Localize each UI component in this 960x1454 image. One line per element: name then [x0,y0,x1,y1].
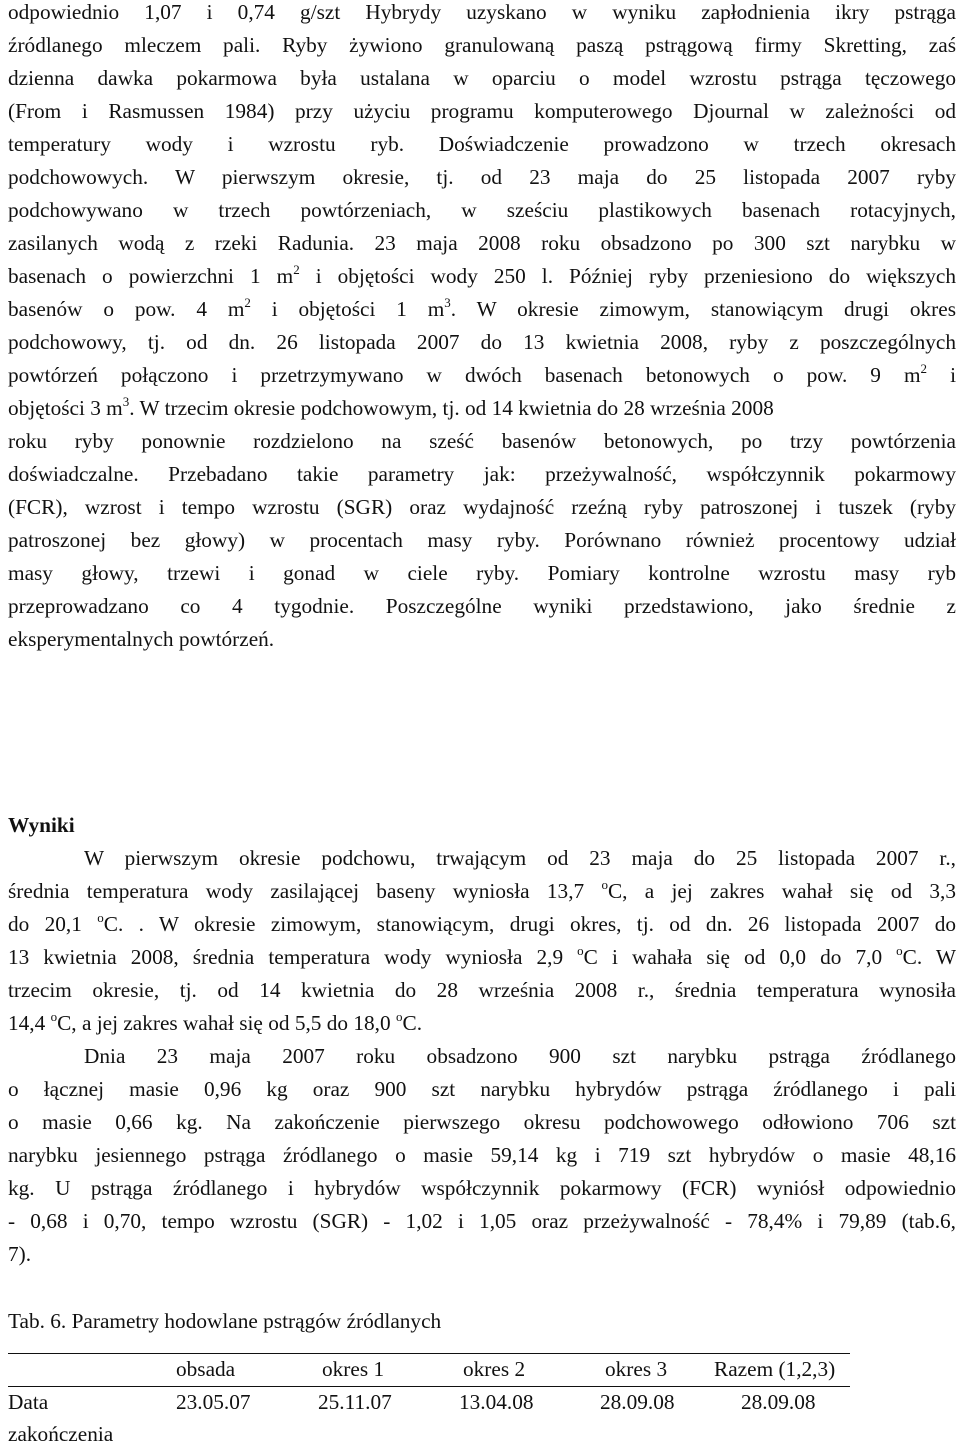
table-header: Razem (1,2,3) [714,1357,836,1381]
text-line: trzecim okresie, tj. od 14 kwietnia do 28 września 2008 r., średnia temperatura wynosiła [8,978,956,1002]
table-header: okres 3 [605,1357,668,1381]
table-row-label: Data [8,1390,49,1414]
table-header: okres 2 [463,1357,526,1381]
text-line: podchowowy, tj. od dn. 26 listopada 2007 do 13 kwietnia 2008, ryby z poszczególnych [8,330,956,354]
table-header: obsada [176,1357,236,1381]
text-line: przeprowadzano co 4 tygodnie. Poszczególne wyniki przedstawiono, jako średnie z [8,594,956,618]
table-header: okres 1 [322,1357,385,1381]
text-line: eksperymentalnych powtórzeń. [8,627,275,651]
text-line: (FCR), wzrost i tempo wzrostu (SGR) oraz wydajność rzeźną ryby patroszonej i tuszek (ryby [8,495,956,519]
text-line: zasilanych wodą z rzeki Radunia. 23 maja 2008 roku obsadzono po 300 szt narybku w [8,231,956,255]
text-line: 7). [8,1242,32,1266]
text-line: patroszonej bez głowy) w procentach masy ryby. Porównano również procentowy udział [8,528,956,552]
text-line: W pierwszym okresie podchowu, trwającym od 23 maja do 25 listopada 2007 r., [84,846,956,870]
text-line: narybku jesiennego pstrąga źródlanego o masie 59,14 kg i 719 szt hybrydów o masie 48,16 [8,1143,956,1167]
text-line: roku ryby ponownie rozdzielono na sześć basenów betonowych, po trzy powtórzenia [8,429,956,453]
text-line: basenów o pow. 4 $m^2$ i objętości 1 $m^3$. W okresie zimowym, stanowiącym drugi okres [8,295,956,321]
text-line: do 20,1 $^o$C. . W okresie zimowym, stanowiącym, drugi okres, tj. od dn. 26 listopada 2007 do [8,910,957,936]
text-line: kg. U pstrąga źródlanego i hybrydów współczynnik pokarmowy (FCR) wyniósł odpowiednio [8,1176,956,1200]
table-cell: 13.04.08 [459,1390,534,1414]
table-top-rule [8,1353,850,1354]
text-line: basenach o powierzchni 1 $m^2$ i objętości wody 250 l. Później ryby przeniesiono do większych [8,262,956,288]
table-cell: 25.11.07 [318,1390,392,1414]
table-row-label: zakończenia [8,1422,114,1446]
text-line: o masie 0,66 kg. Na zakończenie pierwszego okresu podchowowego odłowiono 706 szt [8,1110,956,1134]
table-caption: Tab. 6. Parametry hodowlane pstrągów źródlanych [8,1309,442,1333]
text-line: (From i Rasmussen 1984) przy użyciu programu komputerowego Djournal w zależności od [8,99,956,123]
text-line: podchowywano w trzech powtórzeniach, w sześciu plastikowych basenach rotacyjnych, [8,198,956,222]
text-line: - 0,68 i 0,70, tempo wzrostu (SGR) - 1,02 i 1,05 oraz przeżywalność - 78,4% i 79,89 (tab.6, [8,1209,956,1233]
text-line: Dnia 23 maja 2007 roku obsadzono 900 szt narybku pstrąga źródlanego [84,1044,956,1068]
section-heading: Wyniki [8,813,75,837]
text-line: odpowiednio 1,07 i 0,74 g/szt Hybrydy uzyskano w wyniku zapłodnienia ikry pstrąga [8,0,956,24]
text-line: średnia temperatura wody zasilającej baseny wyniosła 13,7 $^o$C, a jej zakres wahał się od 3,3 [8,877,956,903]
table-cell: 28.09.08 [600,1390,675,1414]
text-line: podchowowych. W pierwszym okresie, tj. od 23 maja do 25 listopada 2007 ryby [8,165,956,189]
text-line: objętości 3 $m^3$. W trzecim okresie podchowowym, tj. od 14 kwietnia do 28 września 2008 [8,394,774,420]
text-line: o łącznej masie 0,96 kg oraz 900 szt narybku hybrydów pstrąga źródlanego i pali [8,1077,956,1101]
table-cell: 28.09.08 [741,1390,816,1414]
text-line: 14,4 $^o$C, a jej zakres wahał się od 5,5 do 18,0 $^o$C. [8,1009,423,1035]
table-header-rule [8,1386,850,1387]
text-line: 13 kwietnia 2008, średnia temperatura wody wyniosła 2,9 $^o$C i wahała się od 0,0 do 7,0 $^o$C. W [8,943,956,969]
text-line: dzienna dawka pokarmowa była ustalana w oparciu o model wzrostu pstrąga tęczowego [8,66,956,90]
text-line: temperatury wody i wzrostu ryb. Doświadczenie prowadzono w trzech okresach [8,132,956,156]
table-cell: 23.05.07 [176,1390,251,1414]
text-line: źródlanego mleczem pali. Ryby żywiono granulowaną paszą pstrągową firmy Skretting, zaś [8,33,956,57]
text-line: masy głowy, trzewi i gonad w ciele ryby. Pomiary kontrolne wzrostu masy ryb [8,561,956,585]
text-line: doświadczalne. Przebadano takie parametry jak: przeżywalność, współczynnik pokarmowy [8,462,956,486]
text-line: powtórzeń połączono i przetrzymywano w dwóch basenach betonowych o pow. 9 $m^2$ i [8,361,956,387]
